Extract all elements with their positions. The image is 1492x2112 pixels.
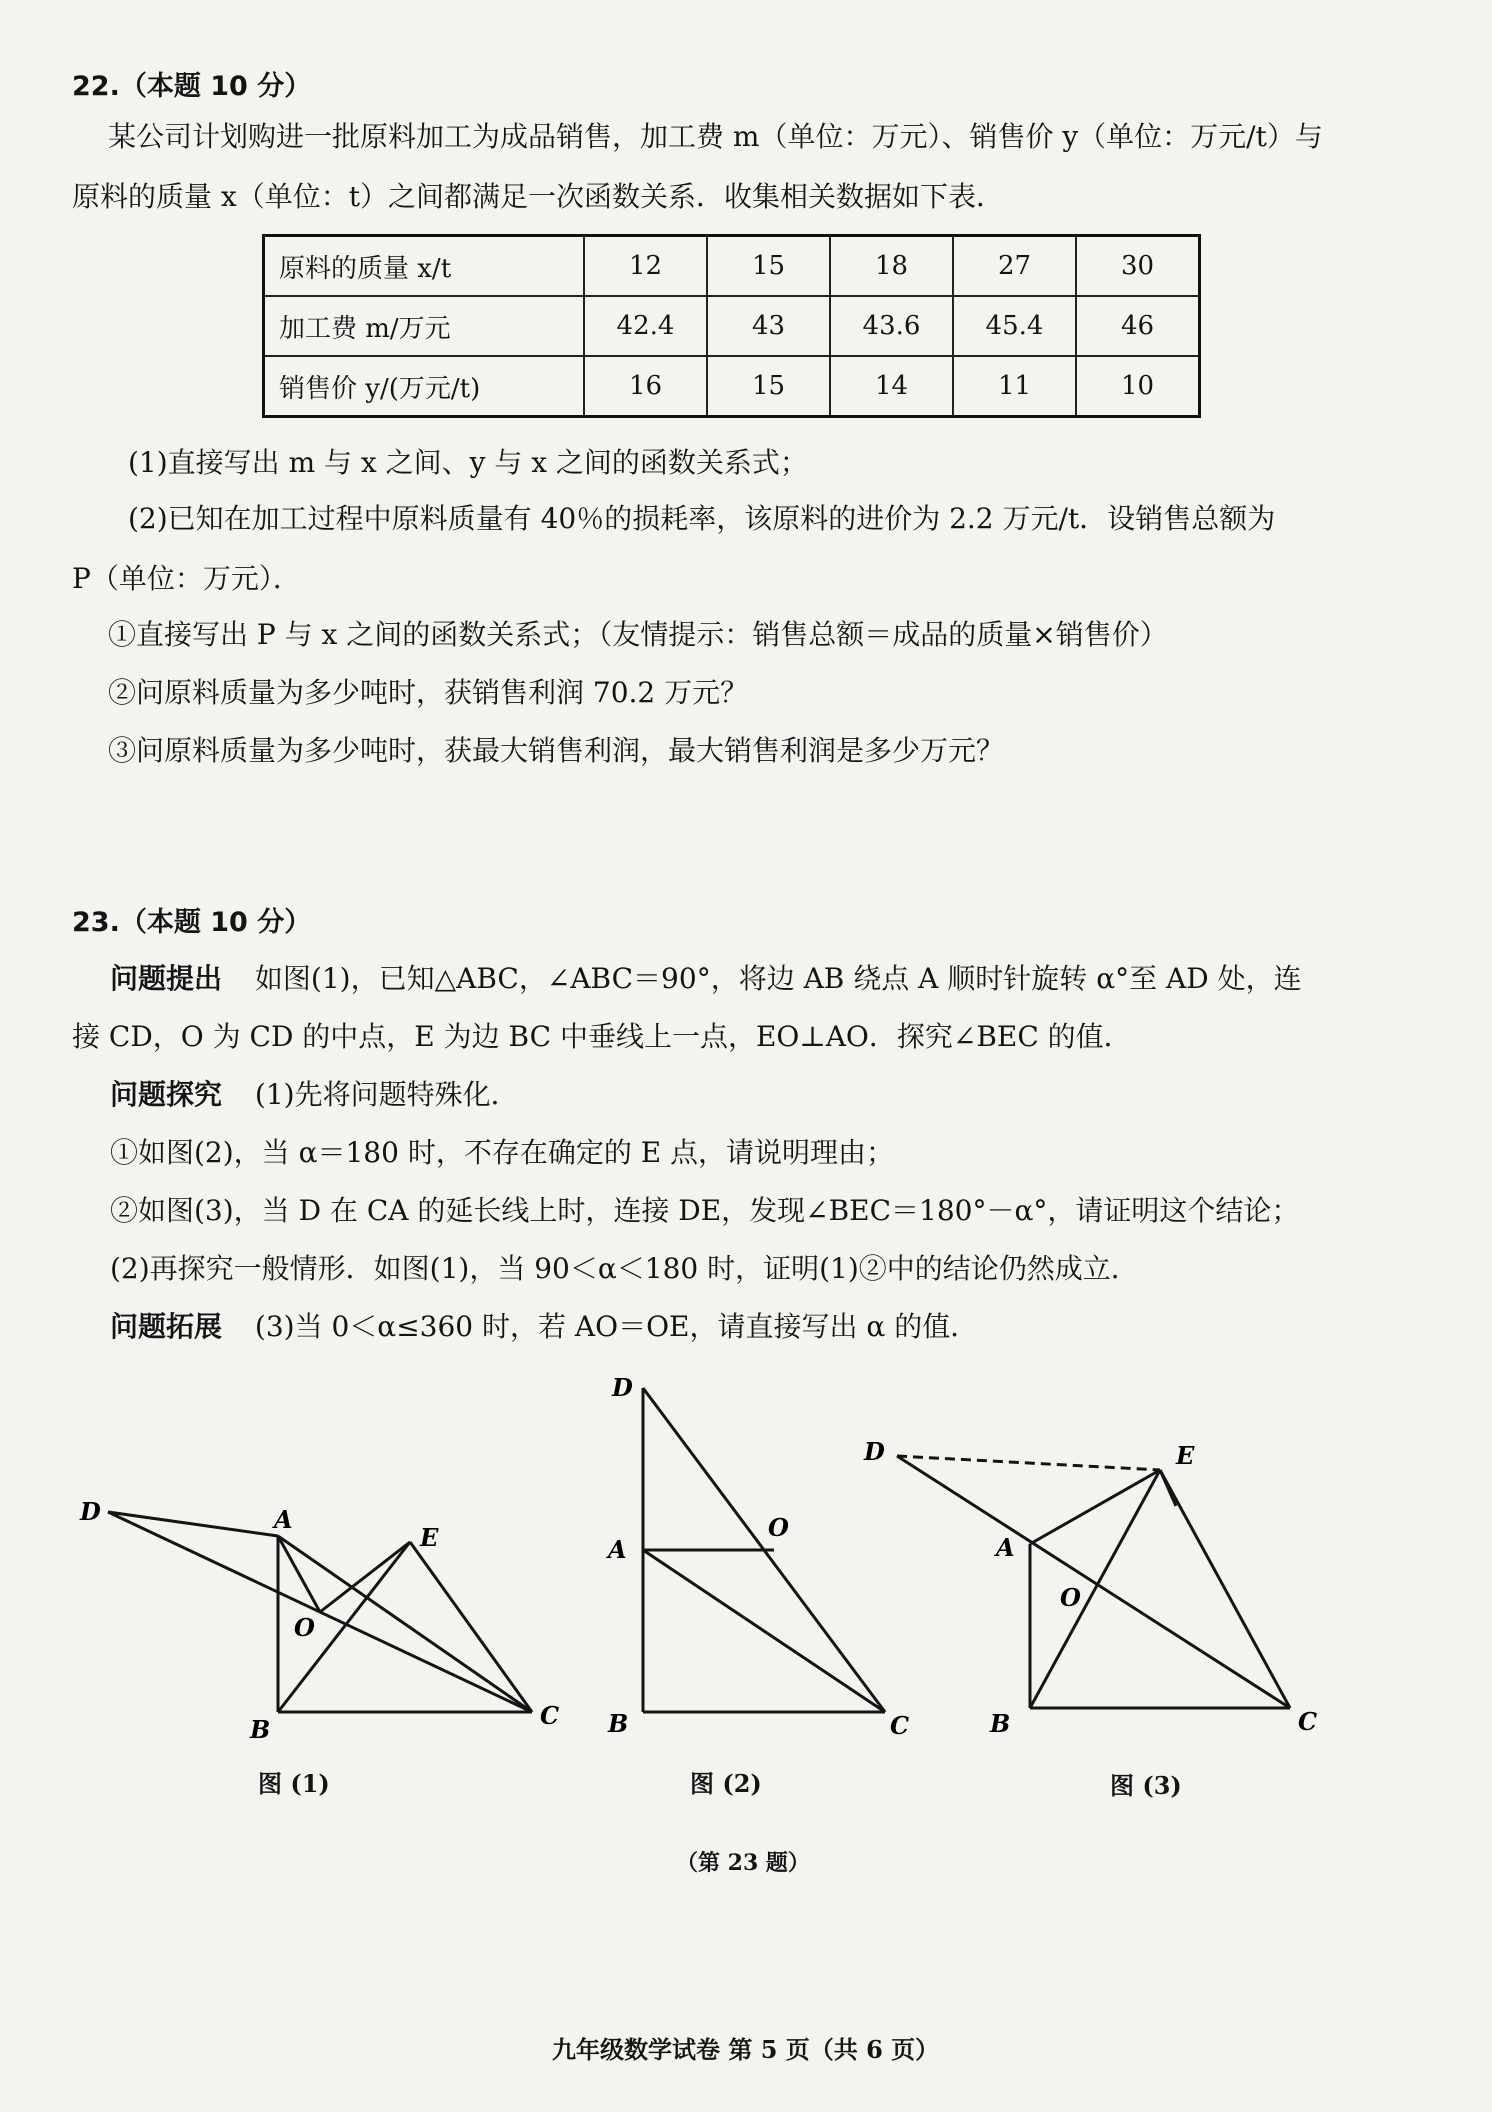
table-cell: 14: [830, 356, 953, 417]
label-A: A: [608, 1535, 627, 1564]
table-cell: 12: [584, 236, 707, 297]
table-cell: 46: [1076, 296, 1200, 356]
figure-1: [108, 1512, 532, 1712]
label-O: O: [768, 1513, 789, 1542]
q22-sub1: ①直接写出 P 与 x 之间的函数关系式；（友情提示：销售总额＝成品的质量×销售价）: [108, 618, 1168, 651]
label-C: C: [540, 1701, 560, 1730]
label-E: E: [420, 1523, 439, 1552]
label-O: O: [1060, 1583, 1081, 1612]
table-cell: 18: [830, 236, 953, 297]
section-tag-explore: 问题探究: [110, 1078, 223, 1111]
q22-sub3: ③问原料质量为多少吨时，获最大销售利润，最大销售利润是多少万元？: [108, 734, 1005, 767]
table-cell: 原料的质量 x/t: [264, 236, 585, 297]
q23-line1: 如图(1)，已知△ABC，∠ABC＝90°，将边 AB 绕点 A 顺时针旋转 α°至 AD 处，连: [254, 962, 1302, 995]
label-B: B: [990, 1709, 1011, 1738]
label-A: A: [996, 1533, 1015, 1562]
q22-heading: 22.（本题 10 分）: [72, 71, 312, 102]
section-tag-extend: 问题拓展: [110, 1310, 223, 1343]
label-A: A: [274, 1505, 293, 1534]
figure-3-caption: 图 (3): [1110, 1771, 1182, 1800]
label-O: O: [294, 1613, 315, 1642]
label-D: D: [80, 1497, 101, 1526]
table-cell: 销售价 y/(万元/t): [264, 356, 585, 417]
q23-line3: (1)先将问题特殊化．: [254, 1078, 519, 1111]
q22-sub2: ②问原料质量为多少吨时，获销售利润 70.2 万元？: [108, 676, 749, 709]
q22-part1: (1)直接写出 m 与 x 之间、y 与 x 之间的函数关系式；: [128, 446, 808, 479]
table-row: [264, 356, 1200, 417]
table-row: [264, 236, 1200, 297]
q22-part2-line2: P（单位：万元）．: [72, 562, 301, 595]
figure-group-note: （第 23 题）: [676, 1850, 810, 1876]
table-cell: 42.4: [584, 296, 707, 356]
table-row: [264, 296, 1200, 356]
q22-intro-line1: 某公司计划购进一批原料加工为成品销售，加工费 m（单位：万元）、销售价 y（单位：万元/t）与: [108, 120, 1323, 153]
label-C: C: [890, 1711, 910, 1740]
label-B: B: [608, 1709, 629, 1738]
page-footer: 九年级数学试卷 第 5 页（共 6 页）: [552, 2035, 940, 2064]
table-cell: 15: [707, 356, 830, 417]
figure-2-caption: 图 (2): [690, 1769, 762, 1798]
table-cell: 10: [1076, 356, 1200, 417]
label-C: C: [1298, 1707, 1318, 1736]
q23-line4: ①如图(2)，当 α＝180 时，不存在确定的 E 点，请说明理由；: [110, 1136, 895, 1169]
label-D: D: [864, 1437, 885, 1466]
q23-line5: ②如图(3)，当 D 在 CA 的延长线上时，连接 DE，发现∠BEC＝180°－α°，请证明这个结论；: [110, 1194, 1300, 1227]
geometry-figures: [0, 1360, 1492, 1780]
table-cell: 加工费 m/万元: [264, 296, 585, 356]
q23-heading: 23.（本题 10 分）: [72, 907, 312, 938]
label-B: B: [250, 1715, 271, 1744]
q23-line2: 接 CD，O 为 CD 的中点，E 为边 BC 中垂线上一点，EO⊥AO．探究∠BEC 的值．: [72, 1020, 1132, 1053]
q23-line6: (2)再探究一般情形．如图(1)，当 90＜α＜180 时，证明(1)②中的结论仍然成立．: [110, 1252, 1139, 1285]
figure-3: [897, 1456, 1290, 1708]
q22-part2-line1: (2)已知在加工过程中原料质量有 40％的损耗率，该原料的进价为 2.2 万元/t．设销售总额为: [128, 502, 1276, 535]
table-cell: 43: [707, 296, 830, 356]
table-cell: 16: [584, 356, 707, 417]
section-tag-problem: 问题提出: [110, 962, 223, 995]
figure-1-caption: 图 (1): [258, 1769, 330, 1798]
q23-line7: (3)当 0＜α≤360 时，若 AO＝OE，请直接写出 α 的值．: [254, 1310, 979, 1343]
table-cell: 30: [1076, 236, 1200, 297]
q22-intro-line2: 原料的质量 x（单位：t）之间都满足一次函数关系．收集相关数据如下表．: [72, 180, 1004, 213]
data-table: [262, 234, 1201, 418]
table-cell: 43.6: [830, 296, 953, 356]
table-cell: 11: [953, 356, 1076, 417]
label-D: D: [612, 1373, 633, 1402]
table-cell: 27: [953, 236, 1076, 297]
figure-2: [643, 1388, 885, 1712]
label-E: E: [1176, 1441, 1195, 1470]
table-cell: 45.4: [953, 296, 1076, 356]
table-cell: 15: [707, 236, 830, 297]
